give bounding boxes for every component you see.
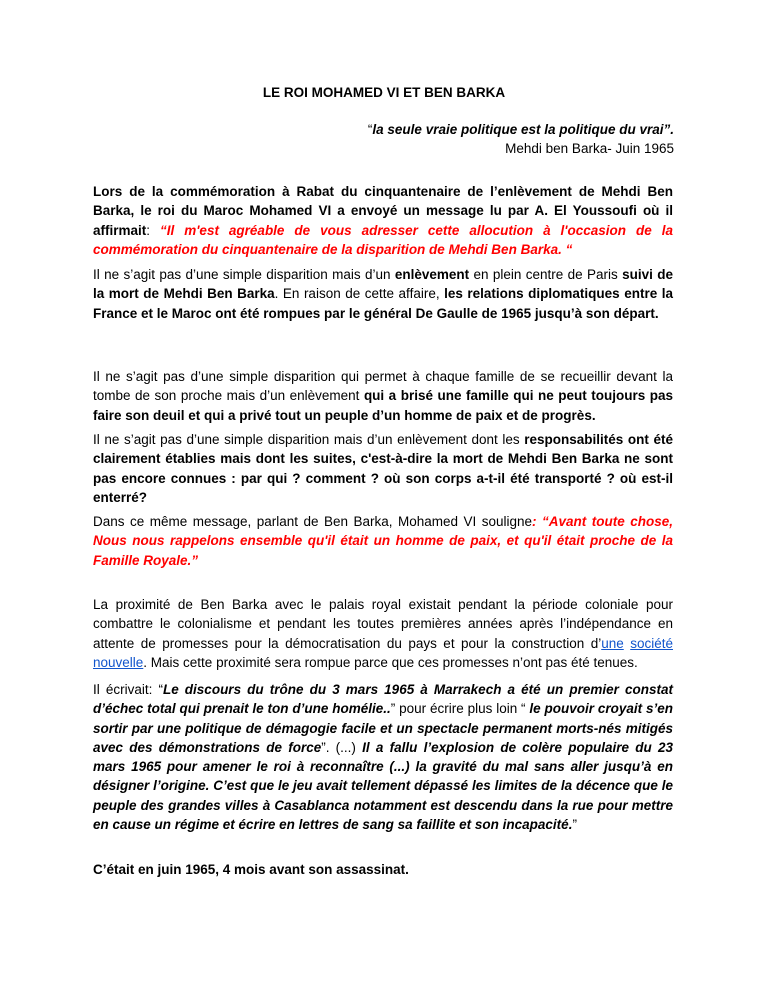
paragraph-8 (93, 860, 673, 879)
p7-quote-1: Le discours du trône du 3 mars 1965 à Marrakech a été un premier constat d’échec total qui prenait le ton d’une homélie.. (93, 682, 673, 717)
p6-text-1: La proximité de Ben Barka avec le palais royal existait pendant la période coloniale pour combattre le colonialisme et pendant les toutes premières années après l’indépendance en attente de promesses pour la démocratisation du pays et pour la construction d’ (93, 597, 673, 651)
epigraph-quote: la seule vraie politique est la politique du vrai”. (372, 122, 674, 137)
p1-colon: : (146, 222, 160, 238)
p8-bold-1: C’était en juin 1965, 4 mois avant son assassinat. (93, 862, 409, 877)
paragraph-2 (93, 265, 673, 323)
p7-quote-2: le pouvoir croyait s’en sortir par une politique de démagogie facile et un spectacle permanent morts-nés mitigés avec des démonstrations de force (93, 701, 673, 755)
p2-text-3: . En raison de cette affaire, (274, 286, 445, 302)
p1-intro: Lors de la commémoration à Rabat du cinquantenaire de l’enlèvement de Mehdi Ben Barka, le roi du Maroc Mohamed VI a envoyé un message lu par A. El Youssoufi où il affirmait (93, 184, 673, 238)
p7-quote-3: Il a fallu l’explosion de colère populaire du 23 mars 1965 pour amener le roi à reconnaître (...) la gravité du mal sans aller jusqu’à en désigner l’origine. C’est que le jeu avait tellement dépassé les limites de la décence que le peuple des grandes villes à Casablanca notamment est descendu dans la rue pour mettre en cause un régime et écrire en lettres de sang sa faillite et son incapacité. (93, 739, 673, 833)
p5-text-1: Dans ce même message, parlant de Ben Barka, Mohamed VI souligne (93, 514, 533, 529)
epigraph-author: Mehdi ben Barka- Juin 1965 (505, 141, 674, 156)
p7-text-1: Il écrivait: “ (93, 682, 163, 697)
p6-text-2: . Mais cette proximité sera rompue parce que ces promesses n’ont pas été tenues. (143, 654, 638, 670)
p1-royal-quote: “Il m'est agréable de vous adresser cette allocution à l'occasion de la commémoration du cinquantenaire de la disparition de Mehdi Ben Barka. “ (93, 222, 673, 257)
p2-text-2: en plein centre de Paris (469, 267, 623, 282)
p7-text-4: ” (572, 817, 577, 833)
paragraph-3 (93, 367, 673, 425)
paragraph-5 (93, 512, 673, 570)
p4-bold-1: responsabilités ont été clairement établies mais dont les suites, c'est-à-dire la mort de Mehdi Ben Barka ne sont pas encore connues : par qui ? comment ? où son corps a-t-il été transporté ? où est-il enterré? (93, 432, 673, 505)
epigraph-quote-line (368, 120, 674, 139)
p3-text-1: Il ne s’agit pas d’une simple disparition qui permet à chaque famille de se recueillir devant la tombe de son proche mais d’un enlèvement (93, 369, 673, 404)
paragraph-7 (93, 680, 673, 834)
p2-bold-2: suivi de la mort de Mehdi Ben Barka (93, 267, 673, 302)
p6-link-societe-nouvelle[interactable]: société nouvelle (93, 635, 673, 670)
p7-text-2: ” pour écrire plus loin “ (390, 701, 530, 717)
epigraph (368, 120, 674, 158)
document-title: LE ROI MOHAMED VI ET BEN BARKA (262, 85, 506, 100)
p5-royal-quote: : “Avant toute chose, Nous nous rappelons ensemble qu'il était un homme de paix, et qu'il était proche de la Famille Royale.” (93, 514, 673, 568)
p2-bold-3: les relations diplomatiques entre la France et le Maroc ont été rompues par le général De Gaulle de 1965 jusqu’à son départ. (93, 286, 673, 321)
paragraph-4 (93, 430, 673, 507)
epigraph-open-quote: “ (367, 122, 373, 137)
p3-bold-1: qui a brisé une famille qui ne peut toujours pas faire son deuil et qui a privé tout un peuple d’un homme de paix et de progrès. (93, 388, 674, 423)
p6-link-une[interactable]: une (601, 635, 624, 651)
p2-bold-1: enlèvement (394, 267, 470, 282)
paragraph-1 (93, 182, 673, 259)
p2-text-1: Il ne s’agit pas d’une simple disparition mais d’un (93, 267, 395, 282)
p4-text-1: Il ne s’agit pas d’une simple disparition mais d’un enlèvement dont les (93, 432, 525, 447)
paragraph-6 (93, 595, 673, 672)
p7-text-3: ”. (...) (321, 739, 363, 755)
